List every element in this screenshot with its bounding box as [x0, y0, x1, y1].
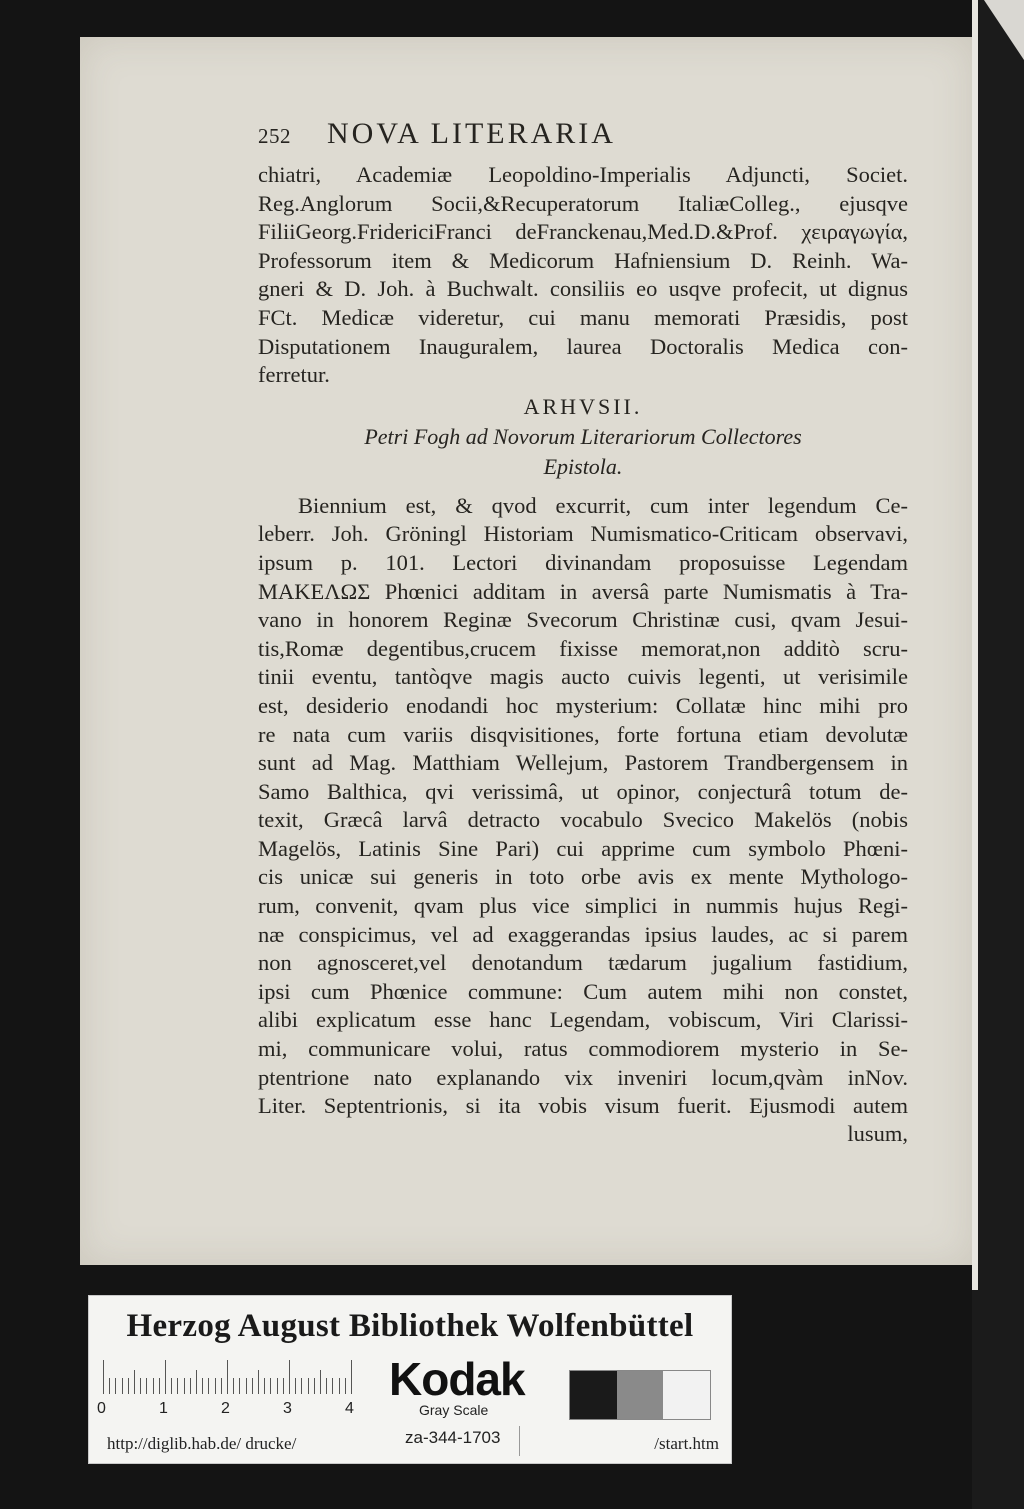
text-line: re nata cum variis disqvisitiones, forte fortuna etiam devolutæ — [258, 721, 908, 747]
text-line: sunt ad Mag. Matthiam Wellejum, Pastorem Trandbergensem in — [258, 750, 908, 776]
book-page — [80, 37, 972, 1265]
ruler-label: 1 — [159, 1400, 168, 1417]
text-line: mi, communicare volui, ratus commodiorem mysterio in Se- — [258, 1036, 908, 1062]
ruler-tick — [258, 1370, 259, 1394]
ruler-label: 2 — [221, 1400, 230, 1417]
ruler-tick — [115, 1378, 116, 1394]
text-line: ptentrione nato explanando vix inveniri locum,qvàm inNov. — [258, 1064, 908, 1090]
ruler-tick — [351, 1360, 352, 1394]
adjacent-page-corner — [984, 0, 1024, 60]
page-number: 252 — [258, 124, 291, 148]
ruler-tick — [277, 1378, 278, 1394]
adjacent-page-edge — [972, 0, 1024, 1509]
ruler-tick — [308, 1378, 309, 1394]
ruler-labels — [97, 1400, 377, 1422]
ruler-label: 3 — [283, 1400, 292, 1417]
ruler-tick — [128, 1378, 129, 1394]
ruler-tick — [239, 1378, 240, 1394]
ruler-tick — [246, 1378, 247, 1394]
section-title — [258, 422, 908, 482]
ruler-tick — [146, 1378, 147, 1394]
digital-library-url: http://diglib.hab.de/ drucke/ — [107, 1434, 297, 1453]
ruler-tick — [165, 1360, 166, 1394]
ruler-tick — [221, 1378, 222, 1394]
gray-scale-label: Gray Scale — [419, 1402, 489, 1418]
gray-swatch — [617, 1371, 664, 1419]
kodak-logo: Kodak — [389, 1353, 525, 1405]
text-line: Biennium est, & qvod excurrit, cum inter legendum Ce- — [298, 492, 908, 518]
ruler-label: 4 — [345, 1400, 354, 1417]
text-line: tis,Romæ degentibus,crucem fixisse memorat,non additò scru- — [258, 635, 908, 661]
text-line: Reg.Anglorum Socii,&Recuperatorum ItaliæColleg., ejusqve — [258, 190, 908, 216]
text-line: næ conspicimus, vel ad exaggerandas ipsius laudes, ac si parem — [258, 921, 908, 947]
library-name: Herzog August Bibliothek Wolfenbüttel — [126, 1308, 694, 1344]
ruler-tick — [103, 1360, 104, 1394]
ruler-tick — [233, 1378, 234, 1394]
text-line: gneri & D. Joh. à Buchwalt. consiliis eo usqve profecit, ut dignus — [258, 276, 908, 302]
letter-paragraph — [258, 492, 908, 1121]
ruler-tick — [202, 1378, 203, 1394]
text-line: tinii eventu, tantòqve magis aucto cuivis legenti, ut verisimile — [258, 664, 908, 690]
ruler-tick — [283, 1378, 284, 1394]
ruler-tick — [301, 1378, 302, 1394]
paragraph-continuation — [258, 161, 908, 390]
ruler-tick — [339, 1378, 340, 1394]
ruler-tick — [122, 1378, 123, 1394]
ruler-tick — [227, 1360, 228, 1394]
ruler-tick — [320, 1370, 321, 1394]
ruler-tick — [196, 1370, 197, 1394]
text-line: leberr. Joh. Gröningl Historiam Numismatico-Criticam observavi, — [258, 521, 908, 547]
ruler-tick — [208, 1378, 209, 1394]
text-line: Liter. Septentrionis, si ita vobis visum fuerit. Ejusmodi autem — [258, 1093, 908, 1119]
catchword: lusum, — [847, 1120, 908, 1146]
text-line: est, desiderio enodandi hoc mysterium: Collatæ hinc mihi pro — [258, 692, 908, 718]
section-title-line-2: Epistola. — [543, 453, 623, 479]
ruler-tick — [140, 1378, 141, 1394]
text-line: chiatri, Academiæ Leopoldino-Imperialis Adjuncti, Societ. — [258, 162, 908, 187]
adjacent-page-border — [972, 0, 978, 1290]
text-line: Samo Balthica, qvi verissimâ, ut opinor, conjecturâ totum de- — [258, 778, 908, 804]
running-title: NOVA LITERARIA — [327, 117, 616, 150]
text-line: rum, convenit, qvam plus vice simplici in nummis hujus Regi- — [258, 893, 908, 919]
ruler-tick — [184, 1378, 185, 1394]
gray-swatch — [663, 1371, 710, 1419]
page-text-block — [258, 117, 908, 1147]
ruler-tick — [134, 1370, 135, 1394]
text-line: Professorum item & Medicorum Hafniensium D. Reinh. Wa- — [258, 247, 908, 273]
ruler-tick — [345, 1378, 346, 1394]
url-suffix: /start.htm — [654, 1434, 719, 1453]
ruler-tick — [289, 1360, 290, 1394]
shelfmark: za-344-1703 — [405, 1426, 520, 1456]
ruler-tick — [177, 1378, 178, 1394]
ruler-tick — [109, 1378, 110, 1394]
color-scale-card — [88, 1295, 732, 1464]
text-line: vano in honorem Reginæ Svecorum Christinæ cusi, qvam Jesui- — [258, 607, 908, 633]
text-line: ipsi cum Phœnice commune: Cum autem mihi non constet, — [258, 978, 908, 1004]
ruler — [103, 1360, 359, 1394]
text-line: non agnosceret,vel denotandum tædarum jugalium fastidium, — [258, 950, 908, 976]
ruler-tick — [153, 1378, 154, 1394]
ruler-label: 0 — [97, 1400, 106, 1417]
text-line: Disputationem Inauguralem, laurea Doctoralis Medica con- — [258, 333, 908, 359]
running-head — [258, 117, 908, 161]
gray-swatch — [570, 1371, 617, 1419]
ruler-tick — [264, 1378, 265, 1394]
section-title-line-1: Petri Fogh ad Novorum Literariorum Collectores — [364, 423, 802, 449]
text-line: Magelös, Latinis Sine Pari) cui apprime cum symbolo Phœni- — [258, 835, 908, 861]
text-line: texit, Græcâ larvâ detracto vocabulo Svecico Makelös (nobis — [258, 807, 908, 833]
text-line: FCt. Medicæ videretur, cui manu memorati Præsidis, post — [258, 304, 908, 330]
ruler-tick — [270, 1378, 271, 1394]
ruler-tick — [215, 1378, 216, 1394]
gray-swatches — [569, 1370, 711, 1420]
ruler-tick — [326, 1378, 327, 1394]
ruler-tick — [171, 1378, 172, 1394]
ruler-tick — [159, 1378, 160, 1394]
text-line: FiliiGeorg.FridericiFranci deFranckenau,Med.D.&Prof. χειραγωγία, — [258, 219, 908, 245]
ruler-tick — [252, 1378, 253, 1394]
text-line: ferretur. — [258, 362, 330, 388]
section-city: ARHVSII. — [523, 393, 643, 419]
text-line: cis unicæ sui generis in toto orbe avis ex mente Mythologo- — [258, 864, 908, 890]
text-line: alibi explicatum esse hanc Legendam, vobiscum, Viri Clarissi- — [258, 1007, 908, 1033]
text-line: ΜΑΚΕΛΩΣ Phœnici additam in aversâ parte Numismatis à Tra- — [258, 578, 908, 604]
ruler-tick — [332, 1378, 333, 1394]
ruler-tick — [295, 1378, 296, 1394]
ruler-tick — [190, 1378, 191, 1394]
text-line: ipsum p. 101. Lectori divinandam proposuisse Legendam — [258, 549, 908, 575]
ruler-tick — [314, 1378, 315, 1394]
